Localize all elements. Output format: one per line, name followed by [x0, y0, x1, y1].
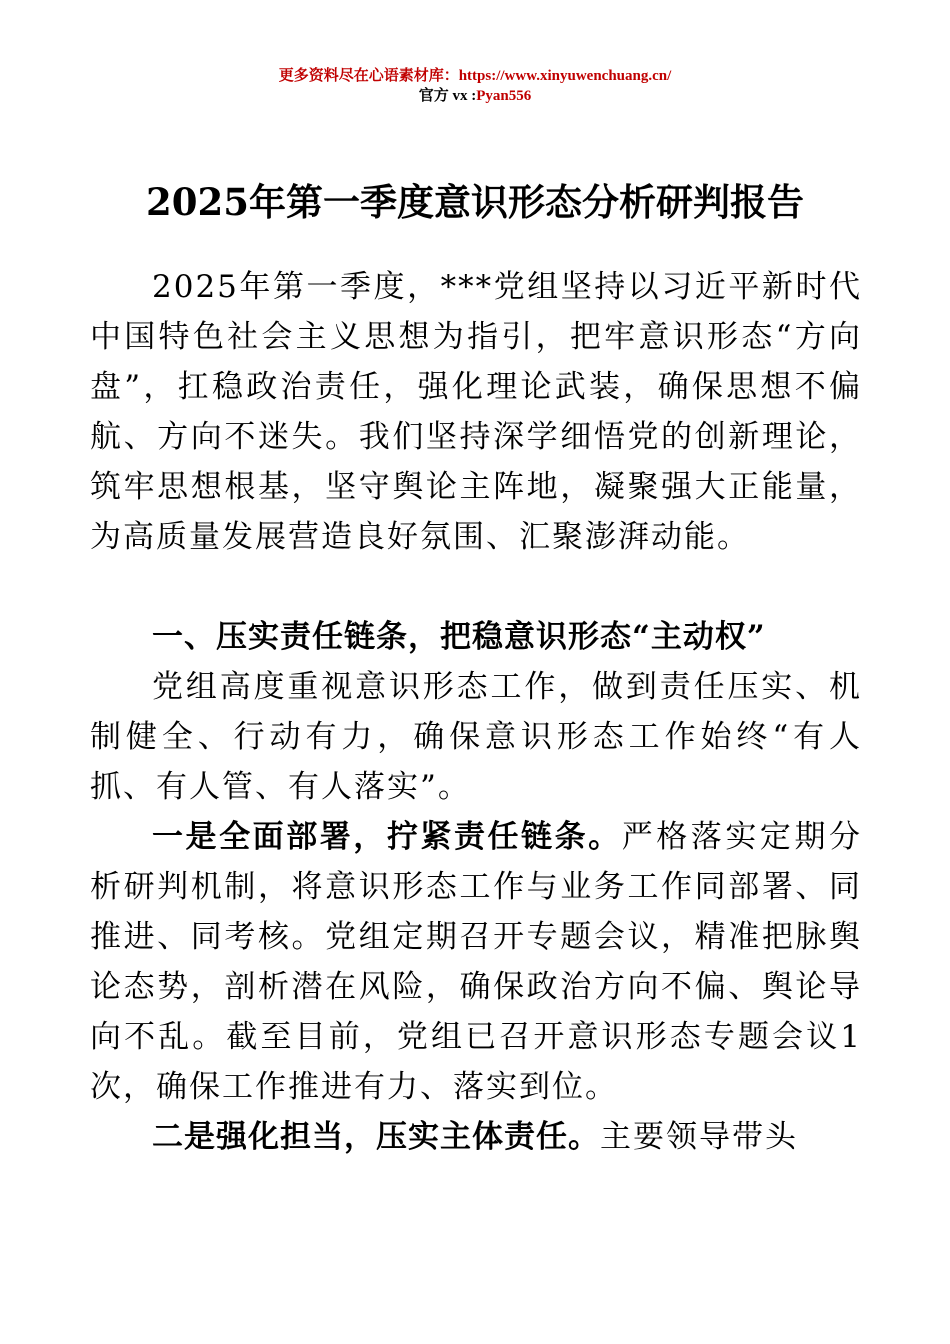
- vx-id: Pyan556: [476, 88, 532, 104]
- document-title: 2025年第一季度意识形态分析研判报告: [146, 180, 804, 224]
- point-2-lead: 二是强化担当，压实主体责任。: [152, 1119, 600, 1155]
- point-1-lead: 一是全面部署，拧紧责任链条。: [152, 819, 622, 855]
- site-url-link[interactable]: https://www.xinyuwenchuang.cn/: [458, 68, 672, 84]
- intro-paragraph: 2025年第一季度，***党组坚持以习近平新时代中国特色社会主义思想为指引，把牢意识形态“方向盘”，扛稳政治责任，强化理论武装，确保思想不偏航、方向不迷失。我们坚持深学细悟党的创新理论，筑牢思想根基，坚守舆论主阵地，凝聚强大正能量，为高质量发展营造良好氛围、汇聚澎湃动能。: [90, 269, 862, 555]
- section-1-intro: 党组高度重视意识形态工作，做到责任压实、机制健全、行动有力，确保意识形态工作始终“有人抓、有人管、有人落实”。: [90, 669, 862, 805]
- point-2-text: 主要领导带头: [600, 1119, 798, 1155]
- source-line: [0, 66, 950, 86]
- vx-label: 官方 vx :: [418, 88, 477, 104]
- section-heading-1: 一、压实责任链条，把稳意识形态“主动权”: [152, 619, 766, 655]
- site-label: 更多资料尽在心语素材库：: [278, 68, 459, 84]
- document-body: [90, 262, 862, 1162]
- point-1-paragraph: [90, 812, 862, 1112]
- vx-line: [0, 86, 950, 106]
- source-header: [0, 66, 950, 106]
- point-2-paragraph: [90, 1112, 862, 1162]
- point-1-text: 严格落实定期分析研判机制，将意识形态工作与业务工作同部署、同推进、同考核。党组定期召开专题会议，精准把脉舆论态势，剖析潜在风险，确保政治方向不偏、舆论导向不乱。截至目前，党组已召开意识形态专题会议1次，确保工作推进有力、落实到位。: [90, 819, 863, 1105]
